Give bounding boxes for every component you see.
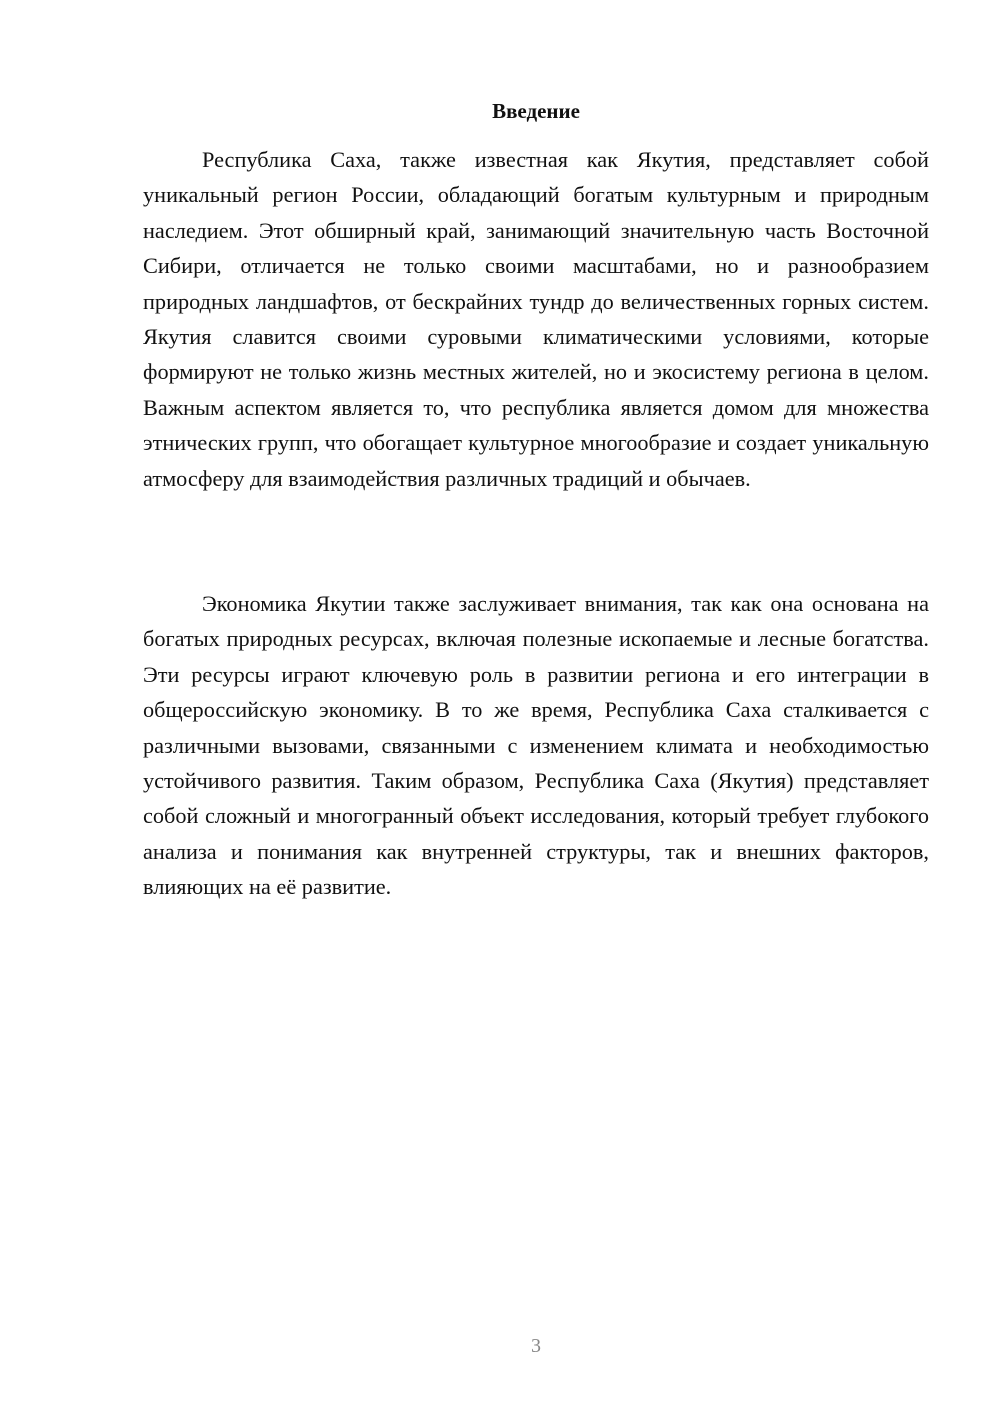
paragraph-introduction: Республика Саха, также известная как Якутия, представляет собой уникальный регион России, обладающий богатым культурным и природным наследием. Этот обширный край, занимающий значительную часть Восточной Сибири, отличается не только своими масштабами, но и разнообразием природных ландшафтов, от бескрайних тундр до величественных горных систем. Якутия славится своими суровыми климатическими условиями, которые формируют не только жизнь местных жителей, но и экосистему региона в целом. Важным аспектом является то, что республика является домом для множества этнических групп, что обогащает культурное многообразие и создает уникальную атмосферу для взаимодействия различных традиций и обычаев. <box>143 147 929 491</box>
paragraph-economy: Экономика Якутии также заслуживает внимания, так как она основана на богатых природных ресурсах, включая полезные ископаемые и лесные богатства. Эти ресурсы играют ключевую роль в развитии региона и его интеграции в общероссийскую экономику. В то же время, Республика Саха сталкивается с различными вызовами, связанными с изменением климата и необходимостью устойчивого развития. Таким образом, Республика Саха (Якутия) представляет собой сложный и многогранный объект исследования, который требует глубокого анализа и понимания как внутренней структуры, так и внешних факторов, влияющих на её развитие. <box>143 591 929 900</box>
page-number: 3 <box>531 1335 541 1357</box>
page-title: Введение <box>492 99 580 123</box>
